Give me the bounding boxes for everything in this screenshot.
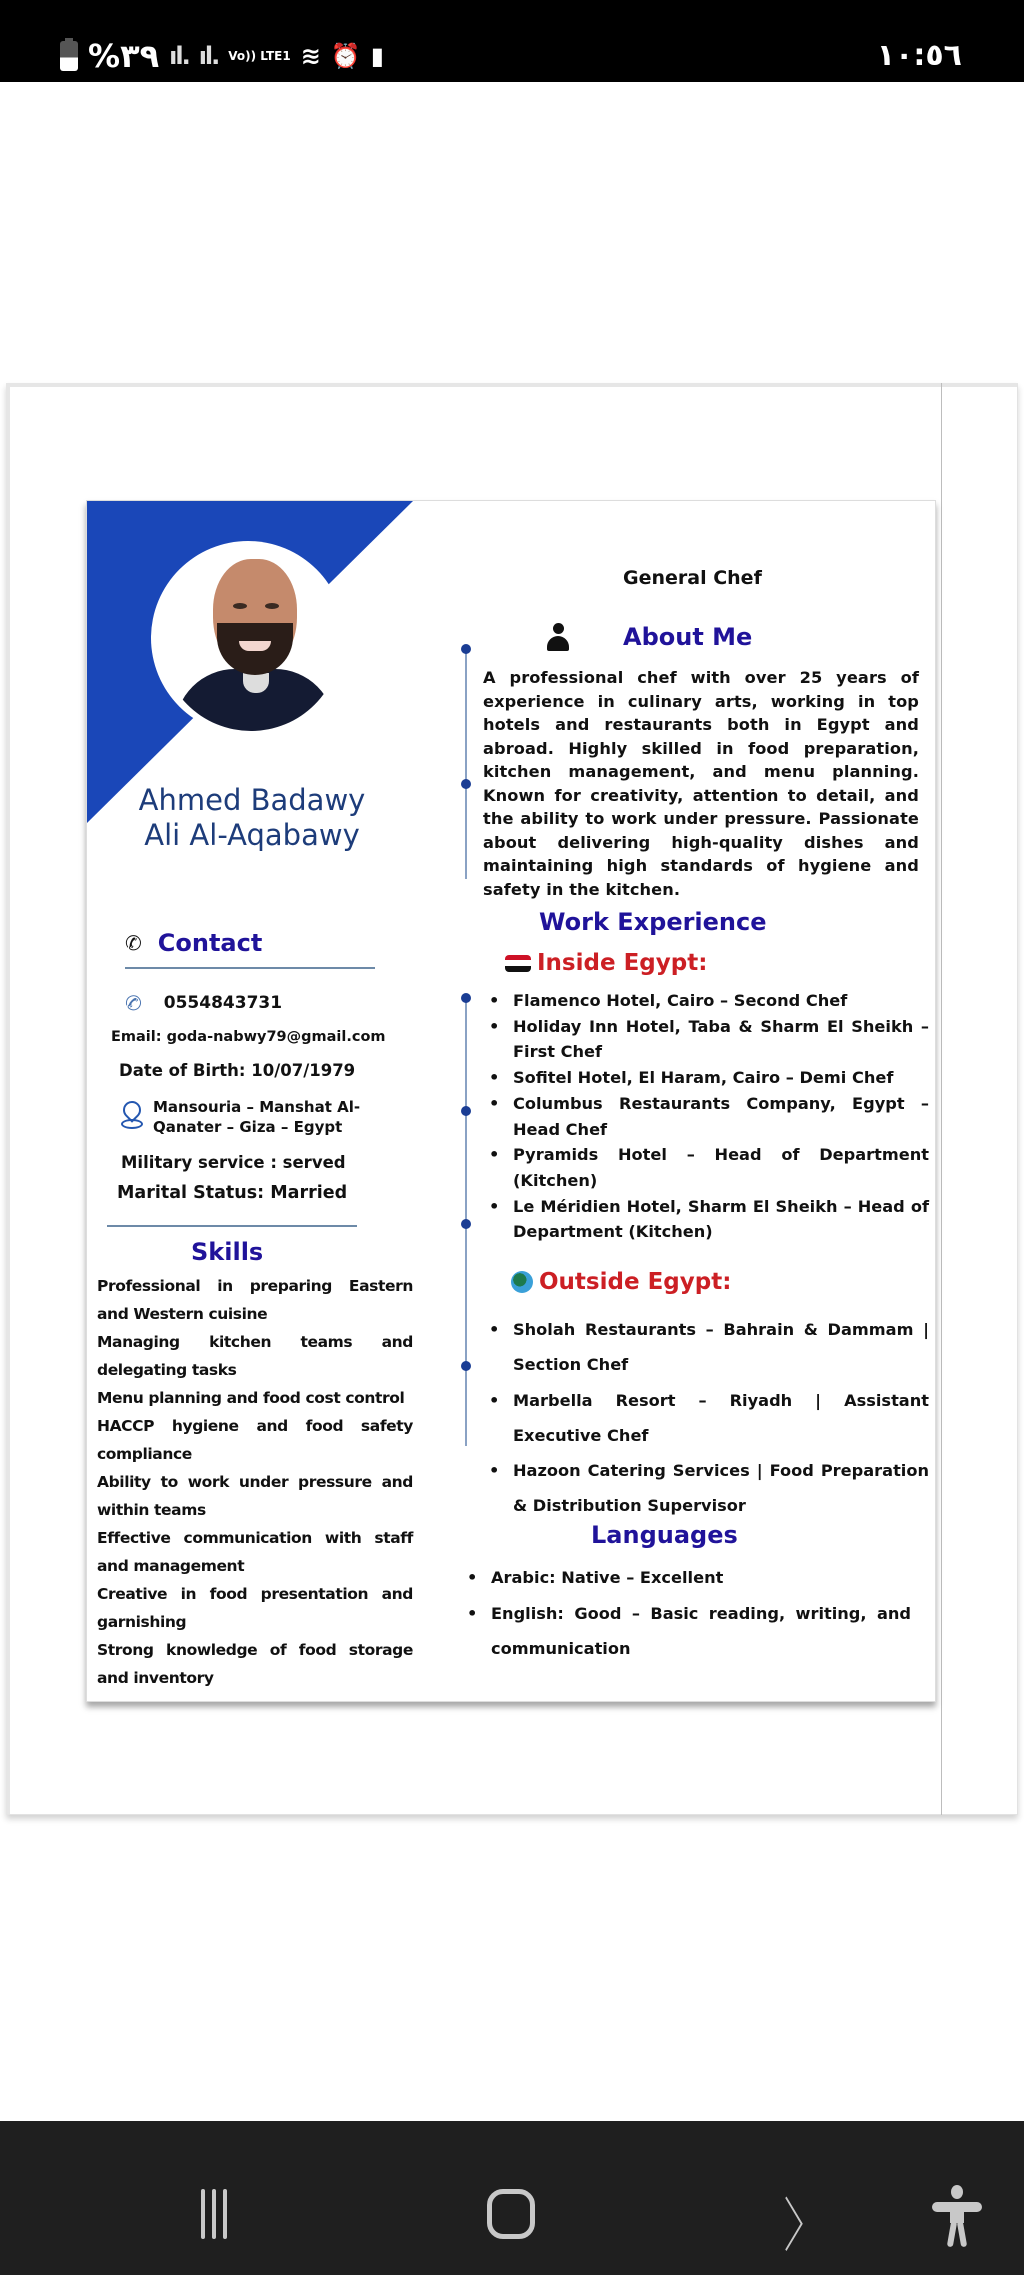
recents-icon <box>201 2189 205 2239</box>
timeline-dot <box>461 1219 471 1229</box>
address: Mansouria – Manshat Al-Qanater – Giza – Egypt <box>121 1097 363 1137</box>
egypt-flag-icon <box>505 955 531 972</box>
wifi-6-icon: ≋ <box>300 42 321 70</box>
home-button[interactable] <box>487 2189 535 2239</box>
languages-list <box>467 1560 911 1667</box>
back-button[interactable]: 〉 <box>783 2192 825 2260</box>
skill-item: Creative in food presentation and garnishing <box>97 1585 413 1631</box>
phone-icon: ✆ <box>125 931 142 955</box>
work-experience-heading: Work Experience <box>539 908 767 936</box>
languages-heading: Languages <box>591 1521 738 1549</box>
military-service: Military service : served <box>121 1153 346 1172</box>
job-item: • Le Méridien Hotel, Sharm El Sheikh – Head of Department (Kitchen) <box>489 1194 929 1245</box>
volte-icon: Vo)) LTE1 <box>228 49 291 63</box>
timeline-dot <box>461 1106 471 1116</box>
language-item: • Arabic: Native – Excellent <box>467 1560 911 1596</box>
job-item: • Pyramids Hotel – Head of Department (Kitchen) <box>489 1142 929 1193</box>
timeline-dot <box>461 993 471 1003</box>
date-of-birth: Date of Birth: 10/07/1979 <box>119 1061 356 1080</box>
handset-icon: ✆ <box>121 988 146 1018</box>
alarm-icon: ⏰ <box>330 42 361 70</box>
profile-photo <box>151 541 345 735</box>
skills-divider <box>107 1225 357 1227</box>
job-item: • Hazoon Catering Services | Food Preparation & Distribution Supervisor <box>489 1453 929 1524</box>
email: Email: goda-nabwy79@gmail.com <box>111 1029 386 1045</box>
timeline-line <box>465 649 467 879</box>
outside-egypt-list <box>489 1312 929 1524</box>
timeline-dot <box>461 779 471 789</box>
language-item: • English: Good – Basic reading, writing, and communication <box>467 1596 911 1667</box>
skill-item: Managing kitchen teams and delegating tasks <box>97 1333 413 1379</box>
skill-item: Ability to work under pressure and within teams <box>97 1473 413 1519</box>
contact-divider <box>125 967 375 969</box>
inside-egypt-heading: Inside Egypt: <box>505 950 707 976</box>
marital-status: Marital Status: Married <box>117 1183 348 1203</box>
job-item: • Sholah Restaurants – Bahrain & Dammam | Section Chef <box>489 1312 929 1383</box>
battery-percent: %٣٩ <box>88 37 160 75</box>
signal-sim1-icon: ıl. <box>169 42 189 70</box>
status-icons <box>60 38 384 74</box>
job-title: General Chef <box>623 567 762 589</box>
contact-heading: ✆ Contact <box>125 929 263 957</box>
about-text: A professional chef with over 25 years of experience in culinary arts, working in top hotels and restaurants both in Egypt and abroad. Highly skilled in food preparation, kitchen management, and menu planning. Known for creativity, attention to detail, and the ability to work under pressure. Passionate about delivering high-quality dishes and maintaining high standards of hygiene and safety in the kitchen. <box>483 668 919 899</box>
skill-item: Menu planning and food cost control <box>97 1389 405 1407</box>
job-item: • Holiday Inn Hotel, Taba & Sharm El Sheikh – First Chef <box>489 1014 929 1065</box>
signal-sim2-icon: ıl. <box>198 42 219 70</box>
battery-icon <box>60 41 78 71</box>
accessibility-button[interactable] <box>932 2185 982 2247</box>
skill-item: Professional in preparing Eastern and Western cuisine <box>97 1277 413 1323</box>
timeline-dot <box>461 644 471 654</box>
person-icon <box>547 623 569 651</box>
location-pin-icon <box>121 1101 139 1125</box>
skills-list <box>97 1272 413 1692</box>
job-item: • Sofitel Hotel, El Haram, Cairo – Demi Chef <box>489 1065 929 1091</box>
skills-heading: Skills <box>191 1238 264 1266</box>
clock: ١٠:٥٦ <box>876 38 962 73</box>
skill-item: HACCP hygiene and food safety compliance <box>97 1417 413 1463</box>
skill-item: Effective communication with staff and management <box>97 1529 413 1575</box>
resume-sheet <box>86 500 936 1702</box>
candidate-name: Ahmed Badawy Ali Al-Aqabawy <box>138 783 366 852</box>
phone-number: ✆ 0554843731 <box>121 988 283 1018</box>
skill-item: Strong knowledge of food storage and inventory <box>97 1641 413 1687</box>
timeline-dot <box>461 1361 471 1371</box>
inside-egypt-list <box>489 988 929 1245</box>
status-bar <box>0 0 1024 82</box>
outside-egypt-heading: Outside Egypt: <box>511 1269 731 1295</box>
job-item: • Marbella Resort – Riyadh | Assistant Executive Chef <box>489 1383 929 1454</box>
globe-icon <box>511 1271 533 1293</box>
recents-button[interactable] <box>201 2189 227 2239</box>
page-divider <box>941 383 942 1815</box>
job-item: • Flamenco Hotel, Cairo – Second Chef <box>489 988 929 1014</box>
job-item: • Columbus Restaurants Company, Egypt – Head Chef <box>489 1091 929 1142</box>
battery-saver-icon: ▮ <box>370 42 384 70</box>
navigation-bar <box>0 2121 1024 2275</box>
about-heading: About Me <box>547 623 752 651</box>
